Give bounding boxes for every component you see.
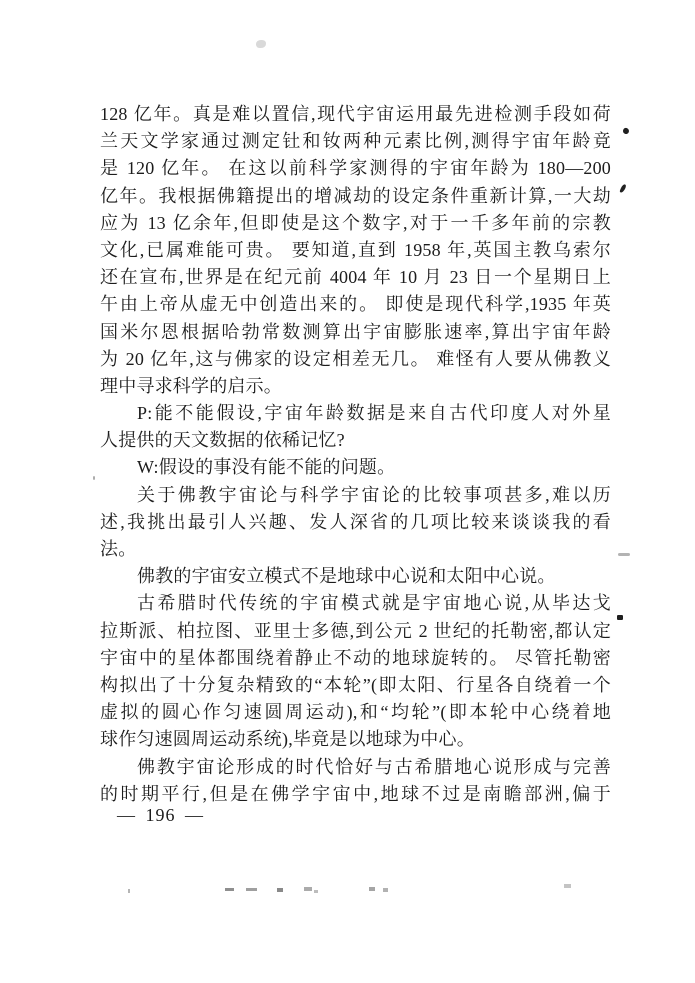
text-line: 宇宙中的星体都围绕着静止不动的地球旋转的。 尽管托勒密 — [100, 647, 611, 668]
text-line: 是 120 亿年。 在这以前科学家测得的宇宙年龄为 180—200 — [100, 158, 611, 179]
scan-speck — [314, 890, 318, 893]
body-text — [100, 101, 611, 808]
text-line: 关于佛教宇宙论与科学宇宙论的比较事项甚多,难以历 — [137, 484, 611, 505]
text-line: 虚拟的圆心作匀速圆周运动),和“均轮”(即本轮中心绕着地 — [100, 702, 611, 723]
page-number: — 196 — — [117, 805, 204, 825]
text-line: 构拟出了十分复杂精致的“本轮”(即太阳、行星各自绕着一个 — [100, 674, 611, 695]
text-line: 国米尔恩根据哈勃常数测算出宇宙膨胀速率,算出宇宙年龄 — [100, 321, 611, 342]
text-line: 午由上帝从虚无中创造出来的。 即使是现代科学,1935 年英 — [100, 294, 611, 315]
text-line: 人提供的天文数据的依稀记忆? — [100, 430, 345, 451]
scan-speck — [618, 553, 630, 556]
scan-speck — [619, 184, 626, 194]
text-line: 理中寻求科学的启示。 — [100, 375, 282, 396]
text-line: 还在宣布,世界是在纪元前 4004 年 10 月 23 日一个星期日上 — [100, 267, 611, 288]
scan-speck — [277, 888, 283, 892]
scan-speck — [246, 888, 257, 891]
text-line: 兰天文学家通过测定钍和钕两种元素比例,测得宇宙年龄竟 — [100, 131, 611, 152]
scan-speck — [304, 887, 312, 891]
text-line: 文化,已属难能可贵。 要知道,直到 1958 年,英国主教乌索尔 — [100, 239, 611, 260]
scan-speck — [128, 889, 130, 893]
text-line: W:假设的事没有能不能的问题。 — [137, 457, 396, 478]
text-line: 佛教宇宙论形成的时代恰好与古希腊地心说形成与完善 — [137, 756, 611, 777]
text-line: 拉斯派、柏拉图、亚里士多德,到公元 2 世纪的托勒密,都认定 — [100, 620, 611, 641]
text-line: 法。 — [100, 539, 137, 559]
text-line: 佛教的宇宙安立模式不是地球中心说和太阳中心说。 — [137, 566, 556, 587]
text-line: 亿年。我根据佛籍提出的增减劫的设定条件重新计算,一大劫 — [100, 185, 611, 206]
text-line: 为 20 亿年,这与佛家的设定相差无几。 难怪有人要从佛教义 — [100, 348, 611, 369]
scan-speck — [369, 887, 375, 891]
scan-speck — [93, 476, 95, 480]
text-line: 的时期平行,但是在佛学宇宙中,地球不过是南瞻部洲,偏于 — [100, 783, 611, 804]
scan-speck — [256, 40, 266, 48]
scan-speck — [617, 615, 623, 620]
scan-speck — [383, 888, 388, 892]
text-line: 述,我挑出最引人兴趣、发人深省的几项比较来谈谈我的看 — [100, 511, 611, 532]
text-line: 应为 13 亿余年,但即使是这个数字,对于一千多年前的宗教 — [100, 212, 611, 233]
scan-speck — [622, 127, 630, 135]
text-line: 128 亿年。真是难以置信,现代宇宙运用最先进检测手段如荷 — [100, 104, 611, 124]
text-line: P:能不能假设,宇宙年龄数据是来自古代印度人对外星 — [137, 403, 611, 424]
text-line: 古希腊时代传统的宇宙模式就是宇宙地心说,从毕达戈 — [137, 593, 611, 614]
scan-speck — [564, 884, 571, 888]
scan-speck — [225, 888, 234, 891]
text-line: 球作匀速圆周运动系统),毕竟是以地球为中心。 — [100, 729, 475, 750]
